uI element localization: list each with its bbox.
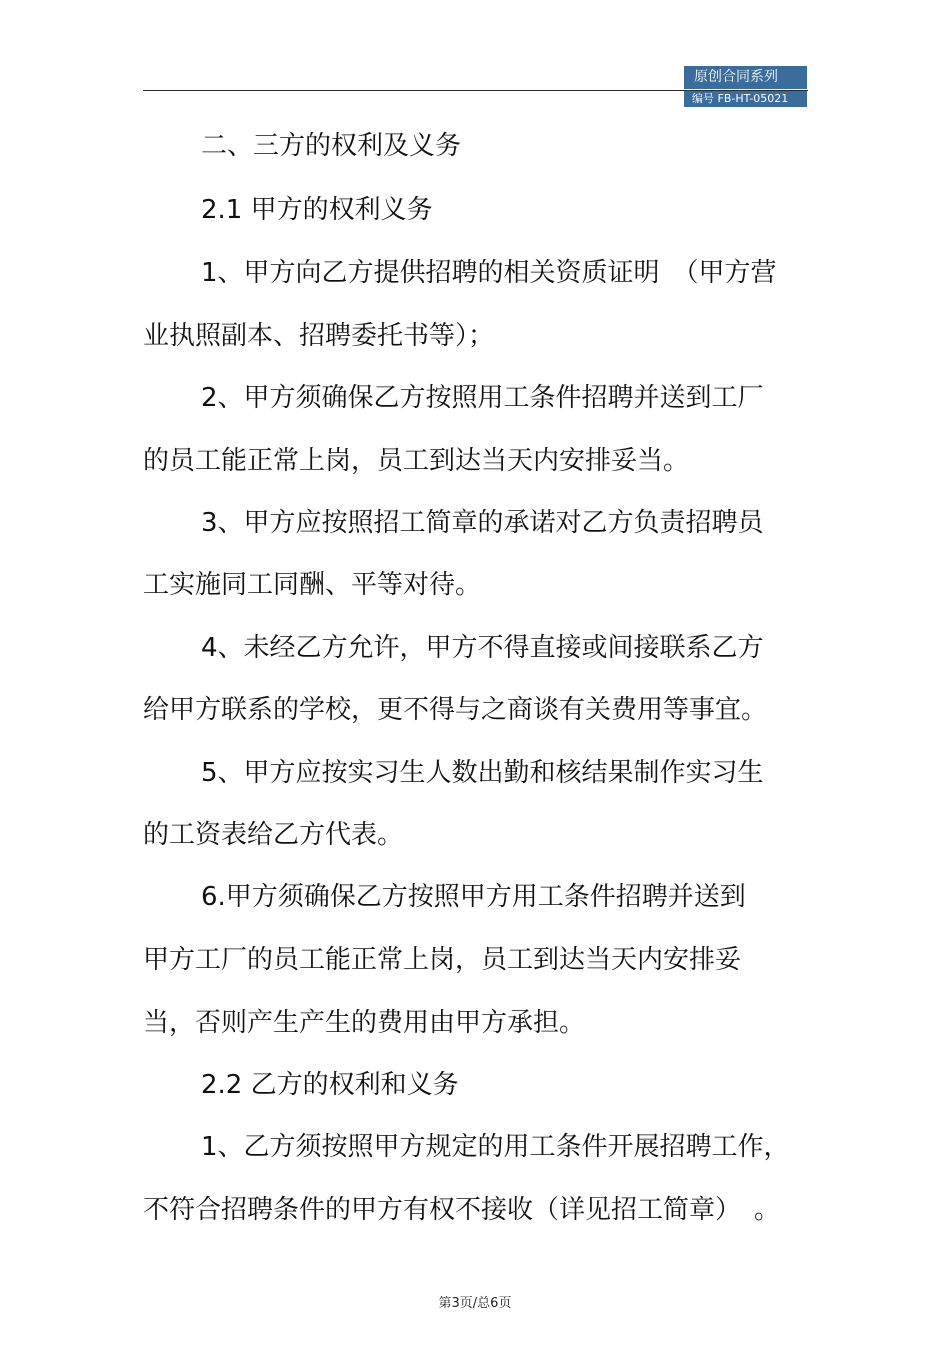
document-code-badge: 编号 FB-HT-05021	[684, 91, 807, 107]
paragraph-line: 工实施同工同酬、平等对待。	[143, 570, 482, 600]
subsection-heading: 2.1 甲方的权利义务	[201, 195, 433, 225]
paragraph-line: 4、未经乙方允许，甲方不得直接或间接联系乙方	[201, 633, 764, 663]
paragraph-line: 不符合招聘条件的甲方有权不接收（详见招工简章） 。	[143, 1195, 781, 1225]
paragraph-line: 1、甲方向乙方提供招聘的相关资质证明 （甲方营	[201, 258, 777, 288]
paragraph-line: 的工资表给乙方代表。	[143, 820, 404, 850]
paragraph-line: 给甲方联系的学校，更不得与之商谈有关费用等事宜。	[143, 695, 768, 725]
paragraph-line: 3、甲方应按照招工简章的承诺对乙方负责招聘员	[201, 508, 764, 538]
paragraph-line: 5、甲方应按实习生人数出勤和核结果制作实习生	[201, 758, 764, 788]
paragraph-line: 1、乙方须按照甲方规定的用工条件开展招聘工作，	[201, 1132, 790, 1162]
series-badge: 原创合同系列	[684, 66, 807, 89]
paragraph-line: 6.甲方须确保乙方按照甲方用工条件招聘并送到	[201, 882, 746, 912]
paragraph-line: 甲方工厂的员工能正常上岗，员工到达当天内安排妥	[143, 945, 742, 975]
page-indicator: 第3页/总6页	[438, 1296, 512, 1311]
paragraph-line: 当，否则产生产生的费用由甲方承担。	[143, 1008, 586, 1038]
paragraph-line: 的员工能正常上岗，员工到达当天内安排妥当。	[143, 446, 690, 476]
subsection-heading: 2.2 乙方的权利和义务	[201, 1070, 459, 1100]
paragraph-line: 业执照副本、招聘委托书等）；	[143, 321, 495, 351]
paragraph-line: 2、甲方须确保乙方按照用工条件招聘并送到工厂	[201, 383, 764, 413]
section-heading: 二、三方的权利及义务	[201, 131, 462, 161]
